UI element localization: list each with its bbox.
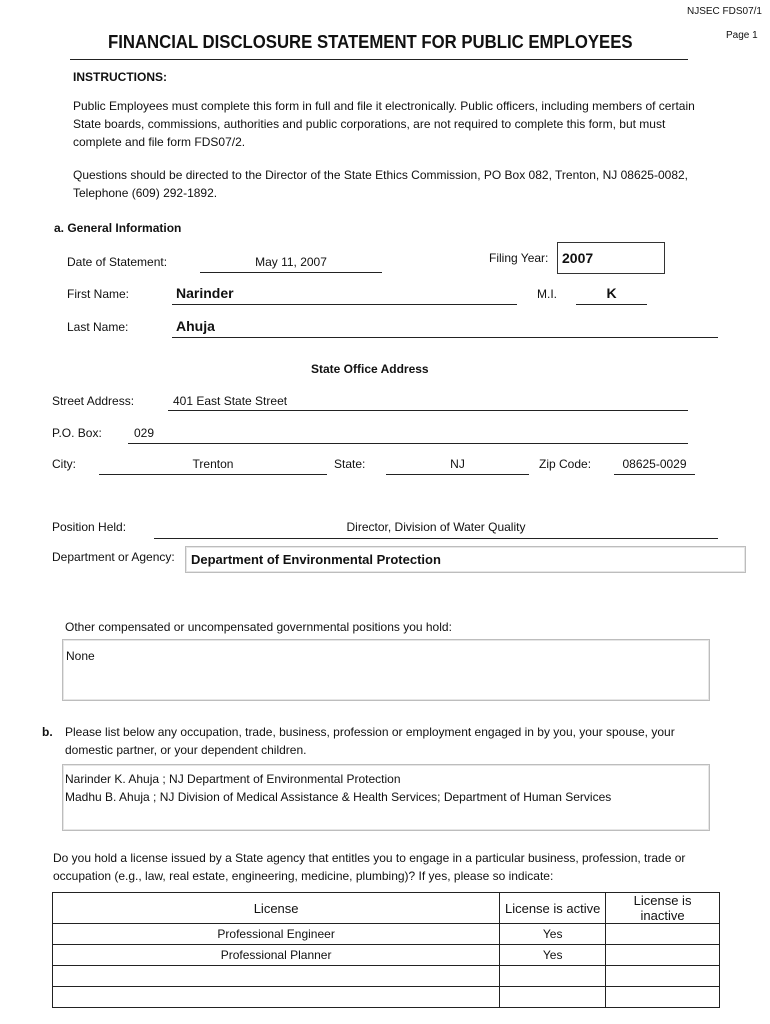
city-label: City: <box>52 457 76 471</box>
form-title: FINANCIAL DISCLOSURE STATEMENT FOR PUBLIC EMPLOYEES <box>108 32 633 52</box>
last-name-field[interactable]: Ahuja <box>176 318 215 334</box>
department-field[interactable] <box>185 546 746 573</box>
license-inactive-cell[interactable] <box>606 924 720 945</box>
street-address-label: Street Address: <box>52 394 135 408</box>
section-b-marker: b. <box>42 725 53 739</box>
table-row <box>53 966 720 987</box>
instructions-heading: INSTRUCTIONS: <box>73 70 167 84</box>
license-name-cell[interactable]: Professional Planner <box>53 945 500 966</box>
date-of-statement-field[interactable]: May 11, 2007 <box>255 255 327 269</box>
filing-year-label: Filing Year: <box>489 251 549 265</box>
state-label: State: <box>334 457 366 471</box>
state-underline <box>386 474 529 475</box>
license-active-column-header: License is active <box>500 893 606 924</box>
instructions-paragraph-1: Public Employees must complete this form in full and file it electronically. Public officers, including members of certain State boards, commissions, authorities and public corporations, are not required to complete this form, but must complete and file form FDS07/2. <box>73 99 695 149</box>
state-office-address-heading: State Office Address <box>311 362 429 376</box>
zip-code-field[interactable]: 08625-0029 <box>622 457 687 471</box>
other-positions-label: Other compensated or uncompensated governmental positions you hold: <box>65 620 452 634</box>
po-box-label: P.O. Box: <box>52 426 102 440</box>
middle-initial-field[interactable]: K <box>606 285 617 301</box>
license-table <box>52 892 720 1008</box>
department-label: Department or Agency: <box>52 550 175 564</box>
license-name-cell[interactable] <box>53 987 500 1008</box>
first-name-label: First Name: <box>67 287 130 301</box>
license-inactive-cell[interactable] <box>606 987 720 1008</box>
street-address-field[interactable]: 401 East State Street <box>173 394 288 408</box>
po-box-field[interactable]: 029 <box>134 426 155 440</box>
section-b-question: Please list below any occupation, trade, business, profession or employment engaged in by you, your spouse, your domestic partner, or your dependent children. <box>65 725 675 757</box>
occupation-line-1: Narinder K. Ahuja ; NJ Department of Environmental Protection <box>65 772 401 786</box>
license-inactive-cell[interactable] <box>606 945 720 966</box>
occupations-field[interactable] <box>62 764 710 831</box>
position-held-field[interactable]: Director, Division of Water Quality <box>346 520 526 534</box>
table-row <box>53 924 720 945</box>
city-field[interactable]: Trenton <box>192 457 234 471</box>
license-name-cell[interactable] <box>53 966 500 987</box>
license-inactive-cell[interactable] <box>606 966 720 987</box>
last-name-label: Last Name: <box>67 320 129 334</box>
date-of-statement-underline <box>200 272 382 273</box>
filing-year-value: 2007 <box>562 250 594 266</box>
other-positions-value: None <box>66 649 95 663</box>
middle-initial-underline <box>576 304 647 305</box>
title-divider <box>70 59 688 60</box>
po-box-underline <box>128 443 688 444</box>
first-name-underline <box>172 304 517 305</box>
license-inactive-column-header: License is inactive <box>606 893 720 924</box>
zip-code-underline <box>614 474 695 475</box>
license-active-cell[interactable] <box>500 987 606 1008</box>
street-address-underline <box>168 410 688 411</box>
other-positions-field[interactable] <box>62 639 710 701</box>
license-name-cell[interactable]: Professional Engineer <box>53 924 500 945</box>
general-info-heading: a. General Information <box>54 221 182 235</box>
department-value: Department of Environmental Protection <box>191 552 441 567</box>
license-active-cell[interactable] <box>500 966 606 987</box>
license-column-header: License <box>53 893 500 924</box>
table-row <box>53 945 720 966</box>
middle-initial-label: M.I. <box>537 287 557 301</box>
position-held-label: Position Held: <box>52 520 127 534</box>
date-of-statement-label: Date of Statement: <box>67 255 168 269</box>
first-name-field[interactable]: Narinder <box>176 285 234 301</box>
license-active-cell[interactable]: Yes <box>500 945 606 966</box>
license-active-cell[interactable]: Yes <box>500 924 606 945</box>
city-underline <box>99 474 327 475</box>
filing-year-field[interactable] <box>557 242 665 274</box>
position-held-underline <box>154 538 718 539</box>
form-id: NJSEC FDS07/1 <box>686 6 762 17</box>
instructions-paragraph-2: Questions should be directed to the Director of the State Ethics Commission, PO Box 082, Trenton, NJ 08625-0082, Telephone (609) 292-1892. <box>73 168 688 200</box>
license-table-header <box>53 893 720 924</box>
last-name-underline <box>172 337 718 338</box>
table-row <box>53 987 720 1008</box>
license-question: Do you hold a license issued by a State agency that entitles you to engage in a particular business, profession, trade or occupation (e.g., law, real estate, engineering, medicine, plumbing)? If yes, please so indicate: <box>53 851 686 883</box>
state-field[interactable]: NJ <box>450 457 465 471</box>
zip-code-label: Zip Code: <box>539 457 592 471</box>
page-number: Page 1 <box>726 30 758 41</box>
occupation-line-2: Madhu B. Ahuja ; NJ Division of Medical Assistance & Health Services; Department of Human Services <box>65 790 612 804</box>
